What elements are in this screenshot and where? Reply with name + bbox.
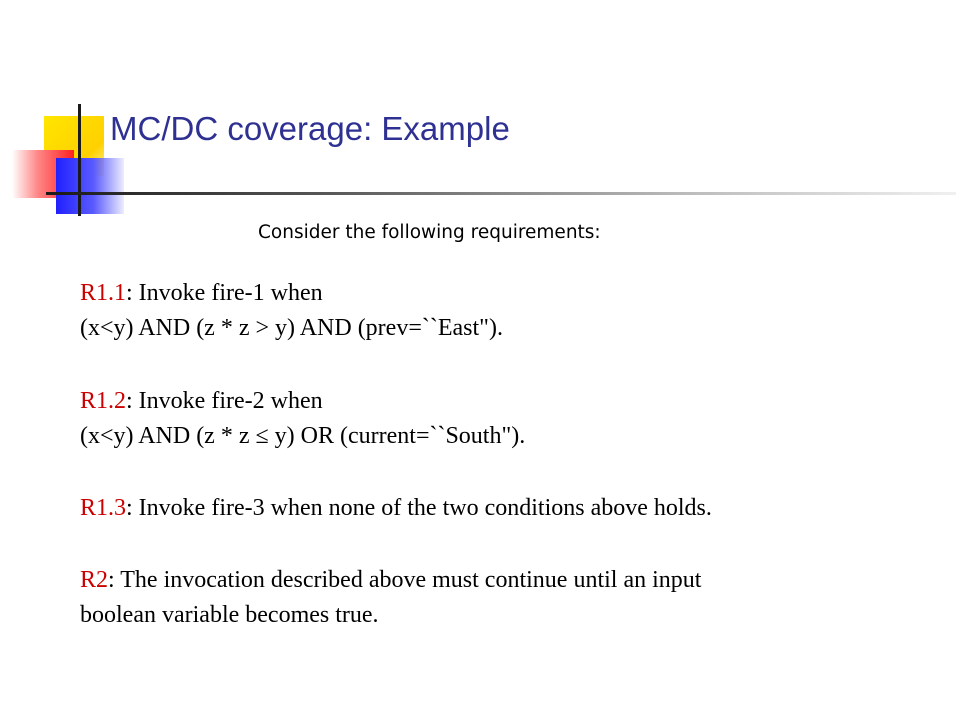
requirement-id: R1.2 <box>80 388 127 414</box>
requirement-r1-2-line1 <box>80 384 525 419</box>
requirement-text: : Invoke fire-2 when <box>126 388 323 414</box>
requirement-r1-3 <box>80 491 712 526</box>
requirement-text: : Invoke fire-3 when none of the two conditions above holds. <box>126 495 712 521</box>
requirement-text: : The invocation described above must continue until an input <box>108 567 702 593</box>
requirement-id: R1.3 <box>80 495 127 521</box>
requirement-r1-1-line1 <box>80 276 503 311</box>
requirement-text: : Invoke fire-1 when <box>126 280 323 306</box>
requirement-r2-line2: boolean variable becomes true. <box>80 602 379 628</box>
logo-vertical-line <box>78 104 81 216</box>
slide-subtitle: Consider the following requirements: <box>258 222 601 243</box>
requirement-r2 <box>80 563 701 633</box>
requirement-r1-3-line1 <box>80 491 712 526</box>
requirement-id: R2 <box>80 567 109 593</box>
requirement-r2-line1 <box>80 563 701 598</box>
title-underline-divider <box>46 192 956 195</box>
slide-title: MC/DC coverage: Example <box>110 110 510 147</box>
logo-blue-square <box>56 158 124 214</box>
requirement-r1-2-line2: (x<y) AND (z * z ≤ y) OR (current=``South"). <box>80 423 526 449</box>
requirement-id: R1.1 <box>80 280 127 306</box>
requirement-r1-1 <box>80 276 503 346</box>
requirement-r1-2 <box>80 384 525 454</box>
requirement-r1-1-line2: (x<y) AND (z * z > y) AND (prev=``East"). <box>80 315 503 341</box>
